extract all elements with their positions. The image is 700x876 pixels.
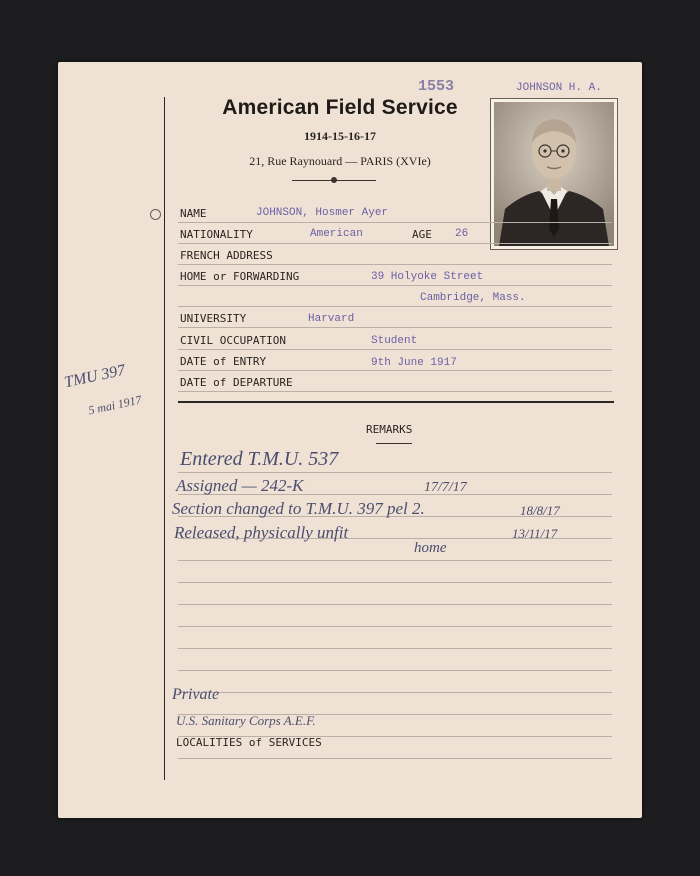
date-entry-value: 9th June 1917 [371,357,457,369]
remark-section-date: 18/8/17 [520,503,560,518]
remarks-rule [178,670,612,671]
remarks-rule [178,472,612,473]
remarks-rule [178,604,612,605]
card-years: 1914-15-16-17 [304,129,376,143]
card-margin-line [164,97,165,780]
remarks-rule [178,692,612,693]
remarks-underline [376,443,412,444]
home-address-line2: Cambridge, Mass. [420,292,526,304]
date-entry-label: DATE of ENTRY [180,355,267,368]
date-departure-label: DATE of DEPARTURE [180,376,293,389]
field-rule [178,349,612,350]
margin-note-unit: TMU 397 [62,361,127,392]
remarks-rule [178,560,612,561]
nationality-value: American [310,228,363,240]
portrait-image [491,99,617,249]
remarks-rule [178,758,612,759]
field-rule [178,391,612,392]
corps-note: U.S. Sanitary Corps A.E.F. [176,713,316,728]
card-address: 21, Rue Raynouard — PARIS (XVIe) [249,154,431,168]
record-number-stamp: 1553 [418,78,455,95]
remarks-heading: REMARKS [366,423,413,436]
remarks-rule [178,626,612,627]
university-label: UNIVERSITY [180,312,247,325]
card-title: American Field Service [222,96,458,119]
civil-occupation-value: Student [371,335,418,347]
section-divider [178,401,614,403]
ornament-dot [331,177,337,183]
field-rule [178,243,612,244]
university-value: Harvard [308,313,355,325]
field-rule [178,370,612,371]
field-rule [178,306,612,307]
french-address-label: FRENCH ADDRESS [180,249,273,262]
name-value: JOHNSON, Hosmer Ayer [256,207,389,219]
name-stamp: JOHNSON H. A. [516,82,602,94]
field-rule [178,264,612,265]
age-label: AGE [412,228,432,241]
home-label: HOME or FORWARDING [180,270,300,283]
field-rule [178,222,612,223]
remark-assigned-date: 17/7/17 [424,480,467,495]
field-rule [178,327,612,328]
localities-label: LOCALITIES of SERVICES [176,736,322,749]
remark-released: Released, physically unfit [174,523,349,542]
remarks-rule [178,582,612,583]
home-address-line1: 39 Holyoke Street [371,271,484,283]
portrait-photo [490,98,618,250]
civil-occupation-label: CIVIL OCCUPATION [180,334,286,347]
punch-circle-mark [150,209,161,220]
remark-entered: Entered T.M.U. 537 [180,448,339,470]
field-rule [178,285,612,286]
name-label: NAME [180,207,207,220]
remarks-rule [178,648,612,649]
remark-section-changed: Section changed to T.M.U. 397 pel 2. [172,499,425,518]
remark-assigned: Assigned — 242-K [176,476,304,495]
remark-home: home [414,540,447,556]
nationality-label: NATIONALITY [180,228,253,241]
margin-note-date: 5 mai 1917 [87,392,143,418]
rank-private: Private [172,686,220,703]
remark-released-date: 13/11/17 [512,526,558,541]
age-value: 26 [455,228,469,240]
